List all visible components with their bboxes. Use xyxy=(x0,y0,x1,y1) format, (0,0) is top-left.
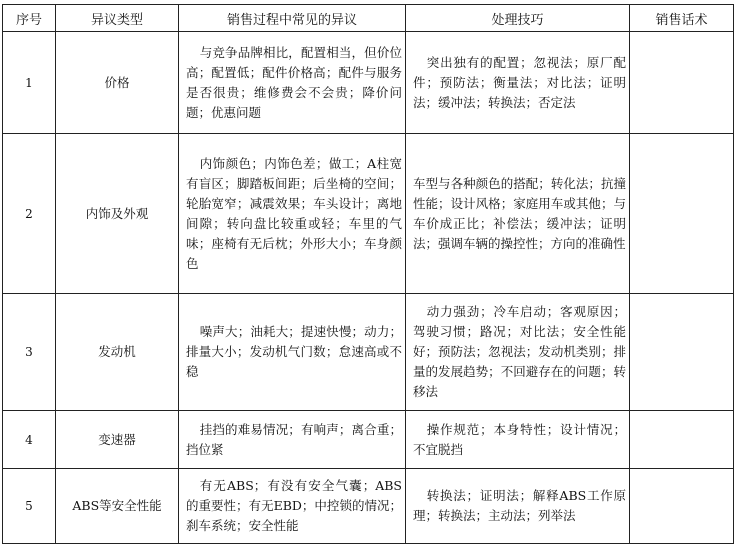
sales-script xyxy=(630,32,734,134)
objection-type: 变速器 xyxy=(56,411,179,469)
table-row xyxy=(3,411,734,469)
table-row xyxy=(3,469,734,544)
objection-type: ABS等安全性能 xyxy=(56,469,179,544)
common-objection: 有无ABS；有没有安全气囊；ABS的重要性；有无EBD；中控锁的情况；刹车系统；安全性能 xyxy=(179,469,406,544)
table-row xyxy=(3,294,734,411)
header-objection: 销售过程中常见的异议 xyxy=(179,5,406,32)
common-objection: 噪声大；油耗大；提速快慢；动力；排量大小；发动机气门数；怠速高或不稳 xyxy=(179,294,406,411)
table-row xyxy=(3,32,734,134)
row-number: 3 xyxy=(3,294,56,411)
header-technique: 处理技巧 xyxy=(406,5,630,32)
common-objection: 与竞争品牌相比，配置相当，但价位高；配置低；配件价格高；配件与服务是否很贵；维修费会不会贵；降价问题；优惠问题 xyxy=(179,32,406,134)
row-number: 2 xyxy=(3,134,56,294)
handling-technique: 车型与各种颜色的搭配；转化法；抗撞性能；设计风格；家庭用车或其他；与车价成正比；补偿法；缓冲法；证明法；强调车辆的操控性；方向的准确性 xyxy=(406,134,630,294)
header-no: 序号 xyxy=(3,5,56,32)
objection-type: 内饰及外观 xyxy=(56,134,179,294)
row-number: 4 xyxy=(3,411,56,469)
sales-script xyxy=(630,134,734,294)
objection-type: 价格 xyxy=(56,32,179,134)
common-objection: 挂挡的难易情况；有响声；离合重；挡位紧 xyxy=(179,411,406,469)
table-row xyxy=(3,134,734,294)
sales-script xyxy=(630,294,734,411)
handling-technique: 动力强劲；冷车启动；客观原因；驾驶习惯；路况；对比法；安全性能好；预防法；忽视法；发动机类别；排量的发展趋势；不回避存在的问题；转移法 xyxy=(406,294,630,411)
objection-type: 发动机 xyxy=(56,294,179,411)
handling-technique: 操作规范；本身特性；设计情况；不宜脱挡 xyxy=(406,411,630,469)
objection-handling-table xyxy=(2,4,734,544)
handling-technique: 突出独有的配置；忽视法；原厂配件；预防法；衡量法；对比法；证明法；缓冲法；转换法；否定法 xyxy=(406,32,630,134)
header-row xyxy=(3,5,734,32)
sales-script xyxy=(630,469,734,544)
row-number: 5 xyxy=(3,469,56,544)
common-objection: 内饰颜色；内饰色差；做工；A柱宽有盲区；脚踏板间距；后坐椅的空间；轮胎宽窄；减震效果；车头设计；离地间隙；转向盘比较重或轻；车里的气味；座椅有无后枕；外形大小；车身颜色 xyxy=(179,134,406,294)
sales-script xyxy=(630,411,734,469)
row-number: 1 xyxy=(3,32,56,134)
header-script: 销售话术 xyxy=(630,5,734,32)
handling-technique: 转换法；证明法；解释ABS工作原理；转换法；主动法；列举法 xyxy=(406,469,630,544)
header-type: 异议类型 xyxy=(56,5,179,32)
